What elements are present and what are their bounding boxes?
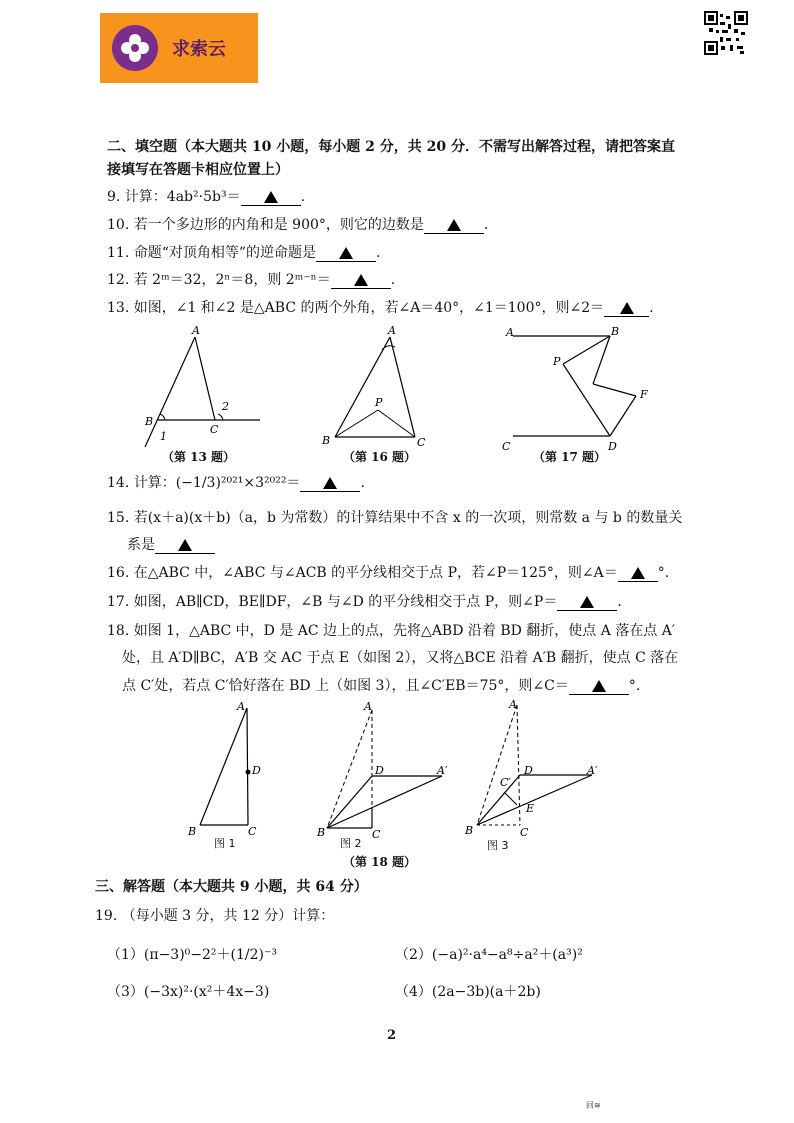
- point-A: A: [506, 326, 514, 339]
- point-C-prime: C′: [500, 776, 511, 789]
- answer-triangle-icon: [354, 274, 368, 286]
- point-D: D: [608, 440, 617, 450]
- question-17: 17. 如图，AB∥CD，BE∥DF，∠B 与∠D 的平分线相交于点 P，则∠P＝ .: [107, 594, 622, 610]
- figure-18-3: [462, 700, 607, 840]
- caption-fig18: （第 18 题）: [343, 855, 417, 869]
- point-C: C: [502, 440, 511, 450]
- question-18-line3: 点 C′处，若点 C′恰好落在 BD 上（如图 3），且∠C′EB＝75°，则∠C＝ °.: [122, 678, 641, 694]
- logo-banner: [100, 13, 258, 83]
- answer-triangle-icon: [447, 219, 461, 231]
- figure-18-2: [312, 700, 457, 840]
- question-12: 12. 若 2ᵐ＝32，2ⁿ＝8，则 2ᵐ⁻ⁿ＝ .: [107, 272, 396, 288]
- answer-triangle-icon: [580, 596, 594, 608]
- point-E: E: [526, 802, 535, 815]
- vertex-C: C: [372, 828, 381, 840]
- answer-triangle-icon: [339, 247, 353, 259]
- vertex-B: B: [322, 434, 331, 447]
- point-D: D: [252, 764, 261, 777]
- question-10: 10. 若一个多边形的内角和是 900°，则它的边数是 .: [107, 217, 489, 233]
- point-D: D: [375, 764, 384, 777]
- question-19-intro: 19. （每小题 3 分，共 12 分）计算：: [95, 908, 335, 924]
- figure-2-label: 图 2: [340, 837, 362, 850]
- figure-3-label: 图 3: [487, 839, 509, 852]
- angle-1-label: 1: [160, 430, 167, 443]
- vertex-A: A: [364, 700, 372, 713]
- section2-header-line1: 二、填空题（本大题共 10 小题，每小题 2 分，共 20 分．不需写出解答过程，请把答案直: [107, 139, 675, 155]
- vertex-C: C: [248, 825, 257, 838]
- section2-header-line2: 接填写在答题卡相应位置上）: [107, 162, 289, 178]
- vertex-C: C: [210, 423, 219, 436]
- angle-2-label: 2: [222, 400, 229, 413]
- vertex-B: B: [465, 824, 474, 837]
- qr-code-icon: [704, 10, 748, 56]
- answer-triangle-icon: [592, 680, 606, 692]
- figure-13: [130, 322, 270, 450]
- flower-icon: [112, 25, 158, 71]
- vertex-A: A: [192, 324, 200, 337]
- vertex-A: A: [388, 324, 396, 337]
- question-16: 16. 在△ABC 中，∠ABC 与∠ACB 的平分线相交于点 P，若∠P＝125°，则∠A＝ °.: [107, 565, 670, 581]
- question-19-part4: （4）(2a−3b)(a＋2b): [395, 984, 541, 1000]
- question-19-part2: （2）(−a)²·a⁴−a⁸÷a²＋(a³)²: [395, 947, 583, 963]
- vertex-B: B: [188, 825, 197, 838]
- caption-fig16: （第 16 题）: [343, 450, 417, 464]
- vertex-C: C: [520, 826, 529, 839]
- question-18-line2: 处，且 A′D∥BC，A′B 交 AC 于点 E（如图 2），又将△BCE 沿着 A′B 翻折，使点 C 落在: [122, 650, 679, 666]
- figure-17: [498, 322, 658, 450]
- figure-1-label: 图 1: [214, 837, 236, 850]
- vertex-C: C: [417, 436, 426, 449]
- section3-header: 三、解答题（本大题共 9 小题，共 64 分）: [95, 879, 368, 895]
- vertex-A: A: [237, 700, 245, 713]
- point-A-prime: A′: [437, 764, 448, 777]
- caption-fig13: （第 13 题）: [162, 450, 236, 464]
- question-13: 13. 如图，∠1 和∠2 是△ABC 的两个外角，若∠A＝40°，∠1＝100°，则∠2＝ .: [107, 300, 654, 316]
- point-P: P: [375, 396, 383, 409]
- question-14: 14. 计算：(−1/3)²⁰²¹×3²⁰²²＝ .: [107, 475, 365, 491]
- logo-text: 求索云: [172, 39, 226, 60]
- question-9: 9. 计算：4ab²·5b³＝ .: [107, 189, 306, 205]
- figure-16: [320, 322, 430, 450]
- vertex-A: A: [509, 700, 517, 711]
- caption-fig17: （第 17 题）: [533, 450, 607, 464]
- question-11: 11. 命题“对顶角相等”的逆命题是 .: [107, 245, 381, 261]
- question-18-line1: 18. 如图 1，△ABC 中，D 是 AC 边上的点，先将△ABD 沿着 BD 翻折，使点 A 落在点 A′: [107, 623, 676, 639]
- footer-mark: 回≋: [586, 1101, 601, 1110]
- answer-triangle-icon: [620, 302, 634, 314]
- question-19-part1: （1）(π−3)⁰−2²＋(1/2)⁻³: [107, 947, 277, 963]
- question-15-line2: 系是: [127, 535, 215, 555]
- point-A-prime: A′: [587, 764, 598, 777]
- question-15-line1: 15. 若(x＋a)(x＋b)（a，b 为常数）的计算结果中不含 x 的一次项，则常数 a 与 b 的数量关: [107, 510, 683, 526]
- page-number: 2: [387, 1028, 397, 1043]
- answer-triangle-icon: [178, 539, 192, 551]
- vertex-B: B: [317, 826, 326, 839]
- answer-triangle-icon: [264, 191, 278, 203]
- point-D: D: [524, 764, 533, 777]
- vertex-B: B: [145, 415, 154, 428]
- question-19-part3: （3）(−3x)²·(x²＋4x−3): [107, 984, 270, 1000]
- answer-triangle-icon: [323, 477, 337, 489]
- point-F: F: [640, 388, 648, 401]
- figure-18-1: [185, 700, 275, 840]
- point-B: B: [611, 325, 620, 338]
- answer-triangle-icon: [631, 567, 645, 579]
- point-P: P: [553, 355, 561, 368]
